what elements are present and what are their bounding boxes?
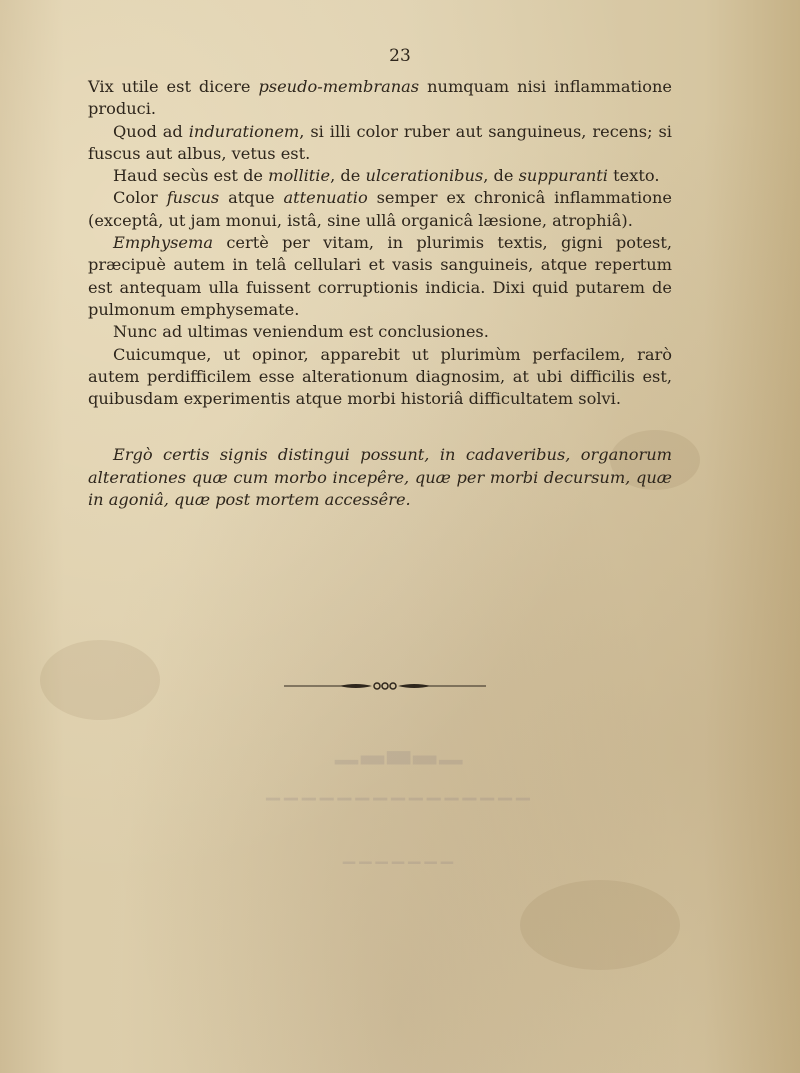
text-run: numquam nisi inflammatione produci.	[88, 77, 672, 119]
italic-term: Emphysema	[113, 233, 213, 253]
show-through-text: ▁▁▁▁▁▁▁▁▁▁▁▁▁▁▁	[266, 780, 534, 801]
paragraph	[88, 121, 672, 166]
paragraph	[88, 321, 672, 343]
show-through-text: ▁▁▁▁▁▁▁	[342, 845, 458, 864]
italic-term: ulcerationibus	[365, 166, 484, 186]
text-run: texto.	[608, 166, 660, 186]
ornament-divider-icon	[284, 678, 486, 694]
paper-stain	[520, 880, 680, 970]
text-run: Haud secùs est de	[113, 166, 269, 186]
italic-term: attenuatio	[283, 188, 368, 208]
paragraph	[88, 187, 672, 232]
body-text	[88, 76, 672, 511]
text-run: Quod ad	[113, 121, 189, 141]
text-run: Vix utile est dicere	[88, 77, 259, 96]
text-run: , de	[483, 166, 519, 186]
text-run: Nunc ad ultimas veniendum est conclusiones.	[113, 322, 489, 342]
italic-term: suppuranti	[518, 166, 608, 186]
italic-term: pseudo-membranas	[258, 77, 420, 96]
paragraph	[88, 76, 672, 121]
italic-term: fuscus	[166, 188, 220, 208]
conclusion-paragraph: Ergò certis signis distingui possunt, in cadaveribus, organorum alterationes quæ cum morbo incepêre, quæ per morbi decursum, quæ in agoniâ, quæ post mortem accessêre.	[88, 445, 672, 510]
paragraph	[88, 344, 672, 411]
text-run: certè per vitam, in plurimis textis, gigni potest, præcipuè autem in telâ cellulari et vasis sanguineis, atque repertum est antequam ulla fuissent corruptionis indicia. Dixi quid putarem de pulmonum emphysemate.	[88, 233, 672, 319]
italic-term: indurationem	[188, 121, 300, 141]
text-run: Cuicumque, ut opinor, apparebit ut plurimùm perfacilem, rarò autem perdifficilem esse alterationum diagnosim, at ubi difficilis est, quibusdam experimentis atque morbi historiâ difficultatem solvi.	[88, 344, 672, 409]
text-run: Color	[113, 188, 167, 208]
paragraph	[88, 165, 672, 187]
text-run: atque	[219, 188, 284, 208]
text-run: , de	[330, 166, 366, 186]
paragraph	[88, 232, 672, 321]
italic-term: mollitie	[268, 166, 331, 186]
page-number: 23	[389, 46, 411, 66]
text-run: , si illi color ruber aut sanguineus, recens; si fuscus aut albus, vetus est.	[88, 121, 672, 163]
text-run: semper ex chronicâ inflammatione (exceptâ, ut jam monui, istâ, sine ullâ organicâ læsione, atrophiâ).	[88, 188, 672, 230]
show-through-text: ▁▂▃▂▁	[334, 730, 466, 765]
paper-stain	[40, 640, 160, 720]
section-gap	[88, 410, 672, 444]
